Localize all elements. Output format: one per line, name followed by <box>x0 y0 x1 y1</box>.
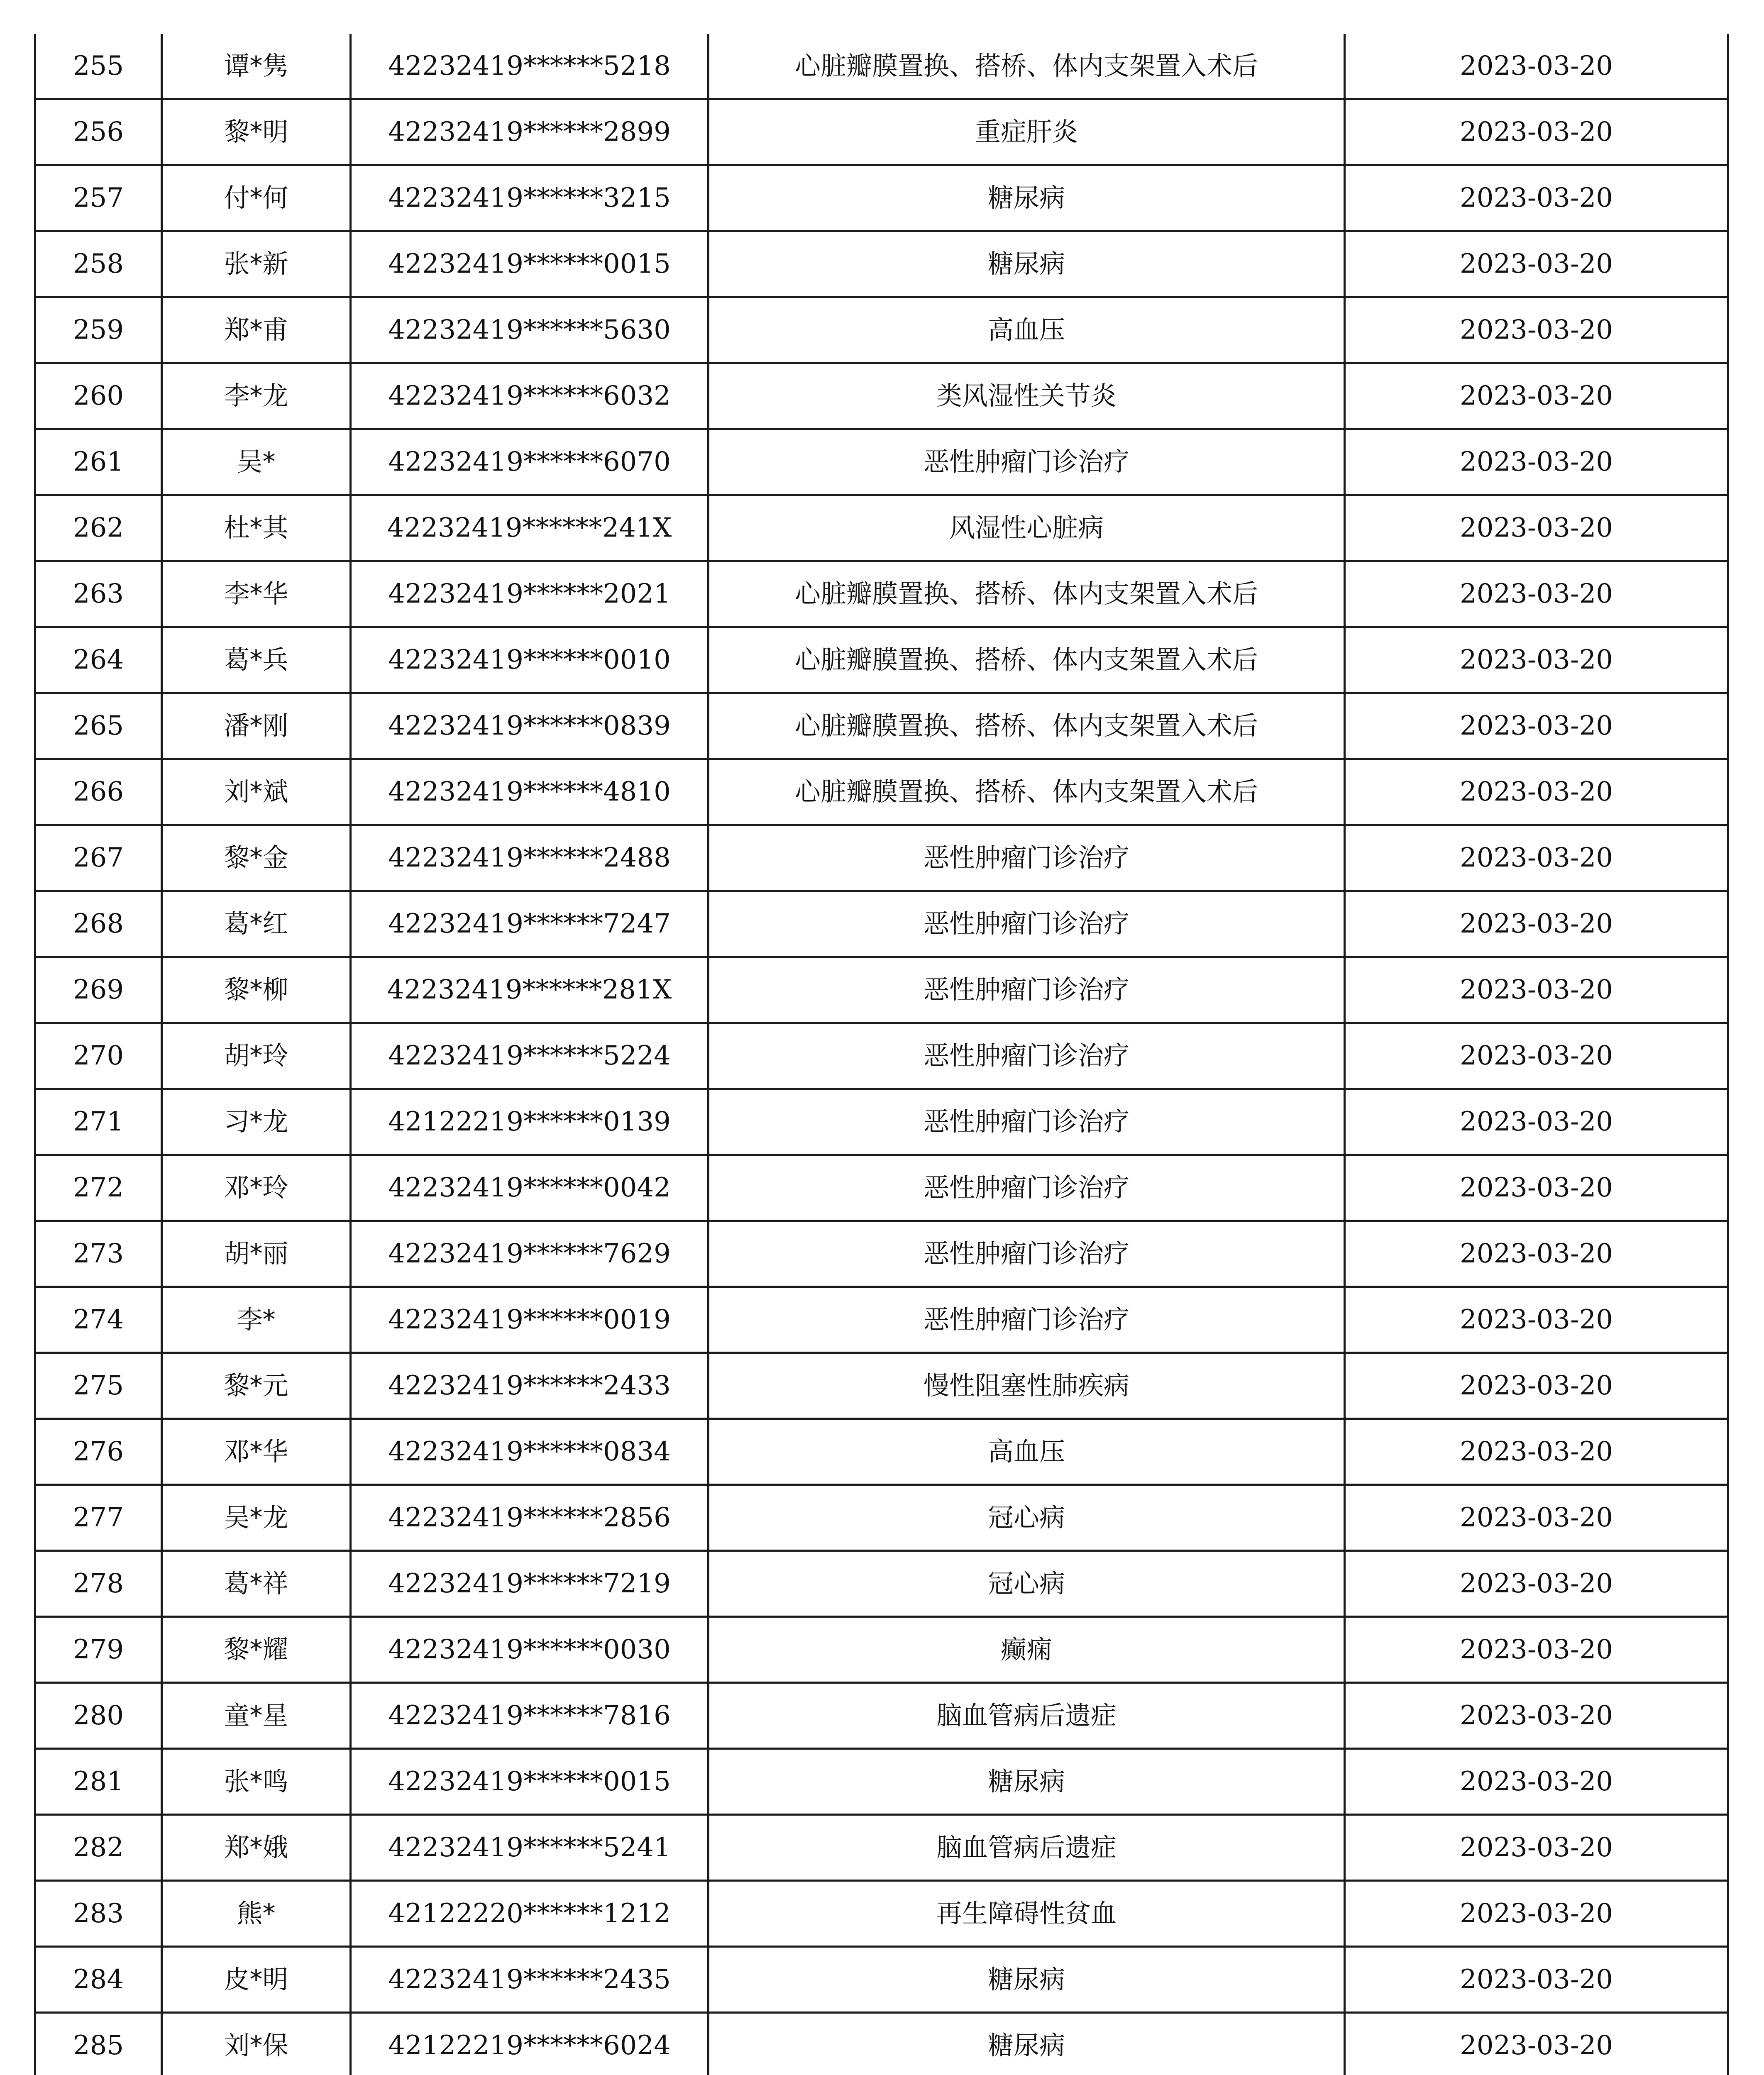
cell-date: 2023-03-20 <box>1345 363 1728 429</box>
cell-diagnosis: 心脏瓣膜置换、搭桥、体内支架置入术后 <box>709 693 1345 759</box>
cell-diagnosis: 心脏瓣膜置换、搭桥、体内支架置入术后 <box>709 34 1345 99</box>
cell-number: 277 <box>35 1485 162 1551</box>
cell-date: 2023-03-20 <box>1345 627 1728 693</box>
cell-number: 266 <box>35 759 162 825</box>
table-row <box>35 891 1728 957</box>
cell-date: 2023-03-20 <box>1345 2013 1728 2075</box>
cell-name: 黎*耀 <box>162 1617 351 1683</box>
cell-diagnosis: 恶性肿瘤门诊治疗 <box>709 957 1345 1023</box>
cell-date: 2023-03-20 <box>1345 297 1728 363</box>
table-row <box>35 759 1728 825</box>
cell-diagnosis: 糖尿病 <box>709 1749 1345 1815</box>
cell-id-number: 42232419******2435 <box>351 1947 709 2013</box>
table-row <box>35 957 1728 1023</box>
cell-name: 熊* <box>162 1881 351 1947</box>
cell-diagnosis: 恶性肿瘤门诊治疗 <box>709 1023 1345 1089</box>
cell-name: 胡*玲 <box>162 1023 351 1089</box>
table-row <box>35 693 1728 759</box>
cell-number: 276 <box>35 1419 162 1485</box>
cell-date: 2023-03-20 <box>1345 429 1728 495</box>
cell-diagnosis: 慢性阻塞性肺疾病 <box>709 1353 1345 1419</box>
cell-name: 邓*华 <box>162 1419 351 1485</box>
cell-name: 黎*金 <box>162 825 351 891</box>
cell-diagnosis: 高血压 <box>709 1419 1345 1485</box>
table-row <box>35 1551 1728 1617</box>
cell-id-number: 42232419******0030 <box>351 1617 709 1683</box>
table-row <box>35 429 1728 495</box>
cell-number: 261 <box>35 429 162 495</box>
table-row <box>35 1155 1728 1221</box>
table-row <box>35 1089 1728 1155</box>
cell-number: 285 <box>35 2013 162 2075</box>
table-row <box>35 825 1728 891</box>
cell-name: 吴* <box>162 429 351 495</box>
cell-number: 275 <box>35 1353 162 1419</box>
cell-date: 2023-03-20 <box>1345 759 1728 825</box>
cell-number: 260 <box>35 363 162 429</box>
cell-id-number: 42232419******4810 <box>351 759 709 825</box>
cell-number: 263 <box>35 561 162 627</box>
cell-id-number: 42232419******2488 <box>351 825 709 891</box>
cell-date: 2023-03-20 <box>1345 693 1728 759</box>
cell-number: 259 <box>35 297 162 363</box>
cell-diagnosis: 心脏瓣膜置换、搭桥、体内支架置入术后 <box>709 561 1345 627</box>
cell-name: 付*何 <box>162 165 351 231</box>
cell-number: 267 <box>35 825 162 891</box>
cell-id-number: 42232419******0019 <box>351 1287 709 1353</box>
cell-number: 283 <box>35 1881 162 1947</box>
cell-number: 262 <box>35 495 162 561</box>
cell-id-number: 42232419******0834 <box>351 1419 709 1485</box>
cell-name: 刘*斌 <box>162 759 351 825</box>
cell-diagnosis: 恶性肿瘤门诊治疗 <box>709 1221 1345 1287</box>
cell-diagnosis: 恶性肿瘤门诊治疗 <box>709 1089 1345 1155</box>
cell-diagnosis: 糖尿病 <box>709 165 1345 231</box>
table-row <box>35 1881 1728 1947</box>
cell-diagnosis: 糖尿病 <box>709 231 1345 297</box>
cell-number: 257 <box>35 165 162 231</box>
cell-diagnosis: 心脏瓣膜置换、搭桥、体内支架置入术后 <box>709 627 1345 693</box>
cell-id-number: 42232419******241X <box>351 495 709 561</box>
cell-date: 2023-03-20 <box>1345 1419 1728 1485</box>
cell-name: 邓*玲 <box>162 1155 351 1221</box>
cell-date: 2023-03-20 <box>1345 957 1728 1023</box>
cell-date: 2023-03-20 <box>1345 495 1728 561</box>
cell-name: 胡*丽 <box>162 1221 351 1287</box>
cell-id-number: 42232419******7816 <box>351 1683 709 1749</box>
cell-id-number: 42232419******5241 <box>351 1815 709 1881</box>
cell-id-number: 42232419******5224 <box>351 1023 709 1089</box>
cell-date: 2023-03-20 <box>1345 99 1728 165</box>
cell-diagnosis: 恶性肿瘤门诊治疗 <box>709 891 1345 957</box>
cell-number: 269 <box>35 957 162 1023</box>
cell-diagnosis: 恶性肿瘤门诊治疗 <box>709 1155 1345 1221</box>
cell-name: 李*华 <box>162 561 351 627</box>
cell-date: 2023-03-20 <box>1345 1749 1728 1815</box>
cell-name: 郑*甫 <box>162 297 351 363</box>
table-row <box>35 2013 1728 2075</box>
cell-name: 黎*柳 <box>162 957 351 1023</box>
cell-name: 习*龙 <box>162 1089 351 1155</box>
table-row <box>35 1485 1728 1551</box>
cell-number: 265 <box>35 693 162 759</box>
table-row <box>35 1353 1728 1419</box>
cell-diagnosis: 癫痫 <box>709 1617 1345 1683</box>
cell-id-number: 42232419******6032 <box>351 363 709 429</box>
cell-diagnosis: 冠心病 <box>709 1551 1345 1617</box>
cell-number: 256 <box>35 99 162 165</box>
cell-id-number: 42232419******281X <box>351 957 709 1023</box>
cell-date: 2023-03-20 <box>1345 561 1728 627</box>
table-row <box>35 1023 1728 1089</box>
table-row <box>35 1287 1728 1353</box>
table-row <box>35 363 1728 429</box>
table-row <box>35 561 1728 627</box>
cell-date: 2023-03-20 <box>1345 231 1728 297</box>
table-row <box>35 1815 1728 1881</box>
cell-id-number: 42232419******7629 <box>351 1221 709 1287</box>
cell-name: 郑*娥 <box>162 1815 351 1881</box>
table-row <box>35 165 1728 231</box>
cell-number: 273 <box>35 1221 162 1287</box>
cell-id-number: 42232419******0010 <box>351 627 709 693</box>
cell-name: 谭*隽 <box>162 34 351 99</box>
cell-id-number: 42232419******5218 <box>351 34 709 99</box>
cell-name: 童*星 <box>162 1683 351 1749</box>
table-row <box>35 1419 1728 1485</box>
table-row <box>35 1683 1728 1749</box>
cell-diagnosis: 糖尿病 <box>709 1947 1345 2013</box>
cell-date: 2023-03-20 <box>1345 1155 1728 1221</box>
cell-number: 282 <box>35 1815 162 1881</box>
cell-number: 270 <box>35 1023 162 1089</box>
cell-name: 刘*保 <box>162 2013 351 2075</box>
cell-date: 2023-03-20 <box>1345 1551 1728 1617</box>
table-row <box>35 1617 1728 1683</box>
cell-date: 2023-03-20 <box>1345 1023 1728 1089</box>
cell-name: 葛*兵 <box>162 627 351 693</box>
cell-date: 2023-03-20 <box>1345 1221 1728 1287</box>
cell-name: 黎*明 <box>162 99 351 165</box>
cell-date: 2023-03-20 <box>1345 1947 1728 2013</box>
table-row <box>35 1221 1728 1287</box>
patient-list-table <box>34 34 1729 2075</box>
cell-number: 279 <box>35 1617 162 1683</box>
cell-number: 271 <box>35 1089 162 1155</box>
cell-name: 李* <box>162 1287 351 1353</box>
cell-id-number: 42232419******2856 <box>351 1485 709 1551</box>
cell-number: 264 <box>35 627 162 693</box>
cell-number: 272 <box>35 1155 162 1221</box>
cell-name: 杜*其 <box>162 495 351 561</box>
cell-diagnosis: 冠心病 <box>709 1485 1345 1551</box>
cell-number: 268 <box>35 891 162 957</box>
table-row <box>35 495 1728 561</box>
cell-id-number: 42232419******2433 <box>351 1353 709 1419</box>
cell-number: 284 <box>35 1947 162 2013</box>
cell-name: 潘*刚 <box>162 693 351 759</box>
table-body <box>35 34 1728 2075</box>
cell-name: 皮*明 <box>162 1947 351 2013</box>
cell-diagnosis: 高血压 <box>709 297 1345 363</box>
cell-diagnosis: 恶性肿瘤门诊治疗 <box>709 1287 1345 1353</box>
cell-date: 2023-03-20 <box>1345 1089 1728 1155</box>
cell-diagnosis: 重症肝炎 <box>709 99 1345 165</box>
cell-date: 2023-03-20 <box>1345 1353 1728 1419</box>
cell-diagnosis: 脑血管病后遗症 <box>709 1815 1345 1881</box>
cell-date: 2023-03-20 <box>1345 165 1728 231</box>
cell-id-number: 42232419******6070 <box>351 429 709 495</box>
cell-date: 2023-03-20 <box>1345 34 1728 99</box>
cell-id-number: 42232419******7219 <box>351 1551 709 1617</box>
table-row <box>35 1947 1728 2013</box>
cell-diagnosis: 风湿性心脏病 <box>709 495 1345 561</box>
table-row <box>35 34 1728 99</box>
cell-date: 2023-03-20 <box>1345 825 1728 891</box>
table-row <box>35 99 1728 165</box>
cell-diagnosis: 恶性肿瘤门诊治疗 <box>709 429 1345 495</box>
cell-number: 278 <box>35 1551 162 1617</box>
cell-name: 葛*红 <box>162 891 351 957</box>
cell-id-number: 42122219******0139 <box>351 1089 709 1155</box>
cell-name: 张*新 <box>162 231 351 297</box>
cell-id-number: 42232419******0042 <box>351 1155 709 1221</box>
cell-name: 葛*祥 <box>162 1551 351 1617</box>
cell-id-number: 42232419******2021 <box>351 561 709 627</box>
cell-diagnosis: 类风湿性关节炎 <box>709 363 1345 429</box>
cell-date: 2023-03-20 <box>1345 1485 1728 1551</box>
cell-id-number: 42232419******7247 <box>351 891 709 957</box>
cell-name: 张*鸣 <box>162 1749 351 1815</box>
cell-number: 255 <box>35 34 162 99</box>
cell-date: 2023-03-20 <box>1345 1881 1728 1947</box>
cell-id-number: 42232419******0015 <box>351 231 709 297</box>
cell-name: 李*龙 <box>162 363 351 429</box>
cell-date: 2023-03-20 <box>1345 1287 1728 1353</box>
cell-number: 281 <box>35 1749 162 1815</box>
cell-name: 黎*元 <box>162 1353 351 1419</box>
cell-diagnosis: 恶性肿瘤门诊治疗 <box>709 825 1345 891</box>
cell-id-number: 42232419******5630 <box>351 297 709 363</box>
cell-date: 2023-03-20 <box>1345 1683 1728 1749</box>
cell-date: 2023-03-20 <box>1345 1617 1728 1683</box>
cell-name: 吴*龙 <box>162 1485 351 1551</box>
cell-diagnosis: 再生障碍性贫血 <box>709 1881 1345 1947</box>
cell-diagnosis: 糖尿病 <box>709 2013 1345 2075</box>
table-row <box>35 1749 1728 1815</box>
cell-diagnosis: 心脏瓣膜置换、搭桥、体内支架置入术后 <box>709 759 1345 825</box>
cell-id-number: 42122220******1212 <box>351 1881 709 1947</box>
cell-number: 274 <box>35 1287 162 1353</box>
cell-date: 2023-03-20 <box>1345 891 1728 957</box>
cell-number: 280 <box>35 1683 162 1749</box>
table-row <box>35 231 1728 297</box>
cell-number: 258 <box>35 231 162 297</box>
table-row <box>35 627 1728 693</box>
cell-id-number: 42232419******3215 <box>351 165 709 231</box>
cell-id-number: 42232419******0015 <box>351 1749 709 1815</box>
cell-id-number: 42122219******6024 <box>351 2013 709 2075</box>
cell-id-number: 42232419******2899 <box>351 99 709 165</box>
cell-date: 2023-03-20 <box>1345 1815 1728 1881</box>
cell-id-number: 42232419******0839 <box>351 693 709 759</box>
table-row <box>35 297 1728 363</box>
cell-diagnosis: 脑血管病后遗症 <box>709 1683 1345 1749</box>
